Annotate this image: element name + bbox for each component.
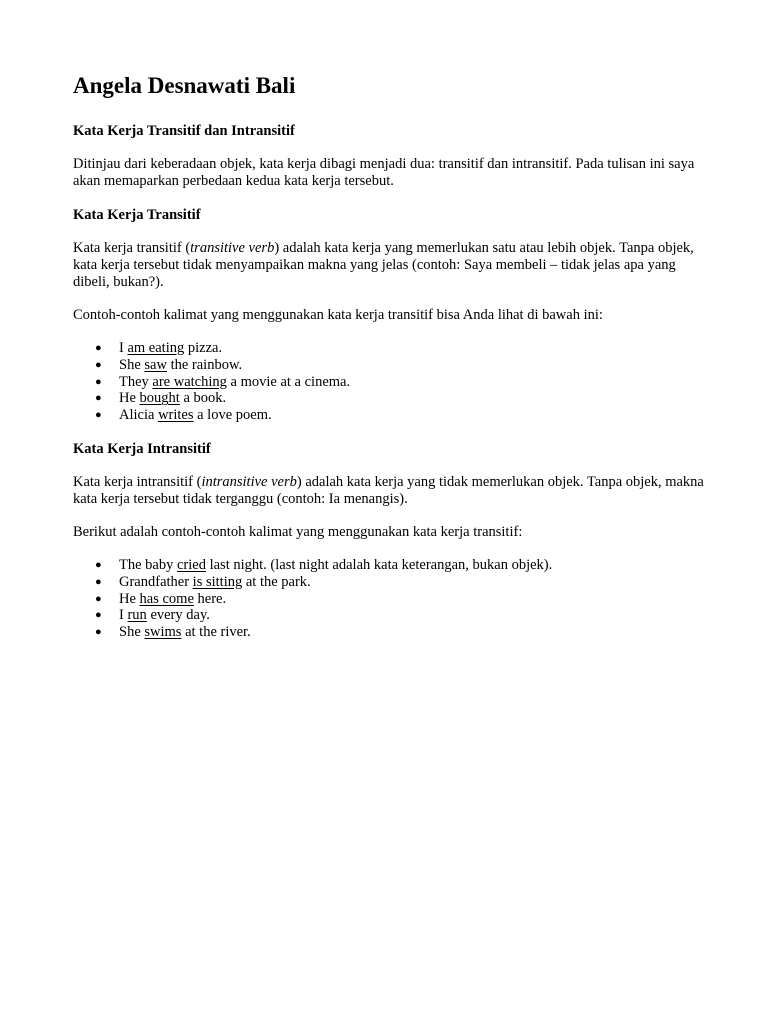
transitive-examples-intro: Contoh-contoh kalimat yang menggunakan kata kerja transitif bisa Anda lihat di bawah ini: <box>73 307 603 323</box>
example-post: last night. (last night adalah kata keterangan, bukan objek). <box>205 556 553 573</box>
intro-paragraph: Ditinjau dari keberadaan objek, kata kerja dibagi menjadi dua: transitif dan intransitif. Pada tulisan ini saya akan memaparkan perbedaan kedua kata kerja tersebut. <box>73 156 695 189</box>
bullet-icon: ● <box>95 575 102 588</box>
example-post: at the park. <box>242 573 311 590</box>
list-item <box>95 590 708 608</box>
transitive-def-term: transitive verb <box>190 240 275 256</box>
example-pre: I <box>119 607 128 624</box>
example-pre: The baby <box>119 556 177 573</box>
list-item <box>95 356 708 374</box>
bullet-icon: ● <box>95 558 102 571</box>
example-post: every day. <box>146 607 210 624</box>
example-pre: She <box>119 356 145 373</box>
intransitive-def-before: Kata kerja intransitif ( <box>73 473 202 490</box>
bullet-icon: ● <box>95 375 102 388</box>
transitive-def-after: ) adalah kata kerja yang memerlukan satu atau lebih objek. Tanpa objek, kata kerja tersebut tidak menyampaikan makna yang jelas (contoh: Saya membeli – tidak jelas apa yang dibeli, bukan?). <box>73 240 694 290</box>
bullet-icon: ● <box>95 409 102 422</box>
example-post: here. <box>193 590 227 607</box>
example-verb: writes <box>158 407 194 424</box>
transitive-examples-list <box>73 340 708 424</box>
example-verb: am eating <box>127 340 185 356</box>
example-verb: has come <box>139 590 194 607</box>
intransitive-def-after: ) adalah kata kerja yang tidak memerlukan objek. Tanpa objek, makna kata kerja tersebut tidak terganggu (contoh: Ia menangis). <box>73 473 704 507</box>
example-post: a love poem. <box>193 407 272 424</box>
example-pre: They <box>119 373 153 390</box>
list-item <box>95 340 708 357</box>
example-verb: saw <box>144 356 167 373</box>
intransitive-examples-list <box>73 557 708 641</box>
example-pre: Alicia <box>119 407 159 424</box>
bullet-icon: ● <box>95 626 102 639</box>
bullet-icon: ● <box>95 392 102 405</box>
bullet-icon: ● <box>95 358 102 371</box>
list-item <box>95 607 708 624</box>
example-verb: are watching <box>152 373 227 390</box>
list-item <box>95 407 708 424</box>
example-pre: I <box>119 340 128 356</box>
list-item <box>95 573 708 591</box>
transitive-heading: Kata Kerja Transitif <box>73 207 201 223</box>
example-verb: run <box>127 607 147 624</box>
list-item <box>95 624 708 641</box>
transitive-definition <box>73 240 708 291</box>
main-heading: Kata Kerja Transitif dan Intransitif <box>73 123 295 139</box>
bullet-icon: ● <box>95 609 102 622</box>
example-post: a movie at a cinema. <box>226 373 351 390</box>
example-post: at the river. <box>181 624 251 641</box>
intransitive-examples-intro: Berikut adalah contoh-contoh kalimat yang menggunakan kata kerja transitif: <box>73 523 523 540</box>
list-item <box>95 373 708 391</box>
example-post: the rainbow. <box>166 356 243 373</box>
intransitive-def-term: intransitive verb <box>201 473 297 490</box>
transitive-def-before: Kata kerja transitif ( <box>73 240 191 256</box>
example-verb: cried <box>176 556 206 573</box>
list-item <box>95 390 708 407</box>
example-post: a book. <box>179 390 227 407</box>
example-pre: He <box>119 390 140 407</box>
list-item <box>95 556 708 574</box>
bullet-icon: ● <box>95 592 102 605</box>
example-pre: He <box>119 590 140 607</box>
document-title: Angela Desnawati Bali <box>73 73 296 98</box>
bullet-icon: ● <box>95 342 102 354</box>
intransitive-heading: Kata Kerja Intransitif <box>73 440 211 457</box>
example-verb: bought <box>139 390 180 407</box>
example-post: pizza. <box>184 340 223 356</box>
intransitive-definition <box>73 474 708 508</box>
example-verb: swims <box>144 624 182 641</box>
example-pre: She <box>119 624 145 641</box>
example-pre: Grandfather <box>119 573 193 590</box>
example-verb: is sitting <box>192 573 243 590</box>
